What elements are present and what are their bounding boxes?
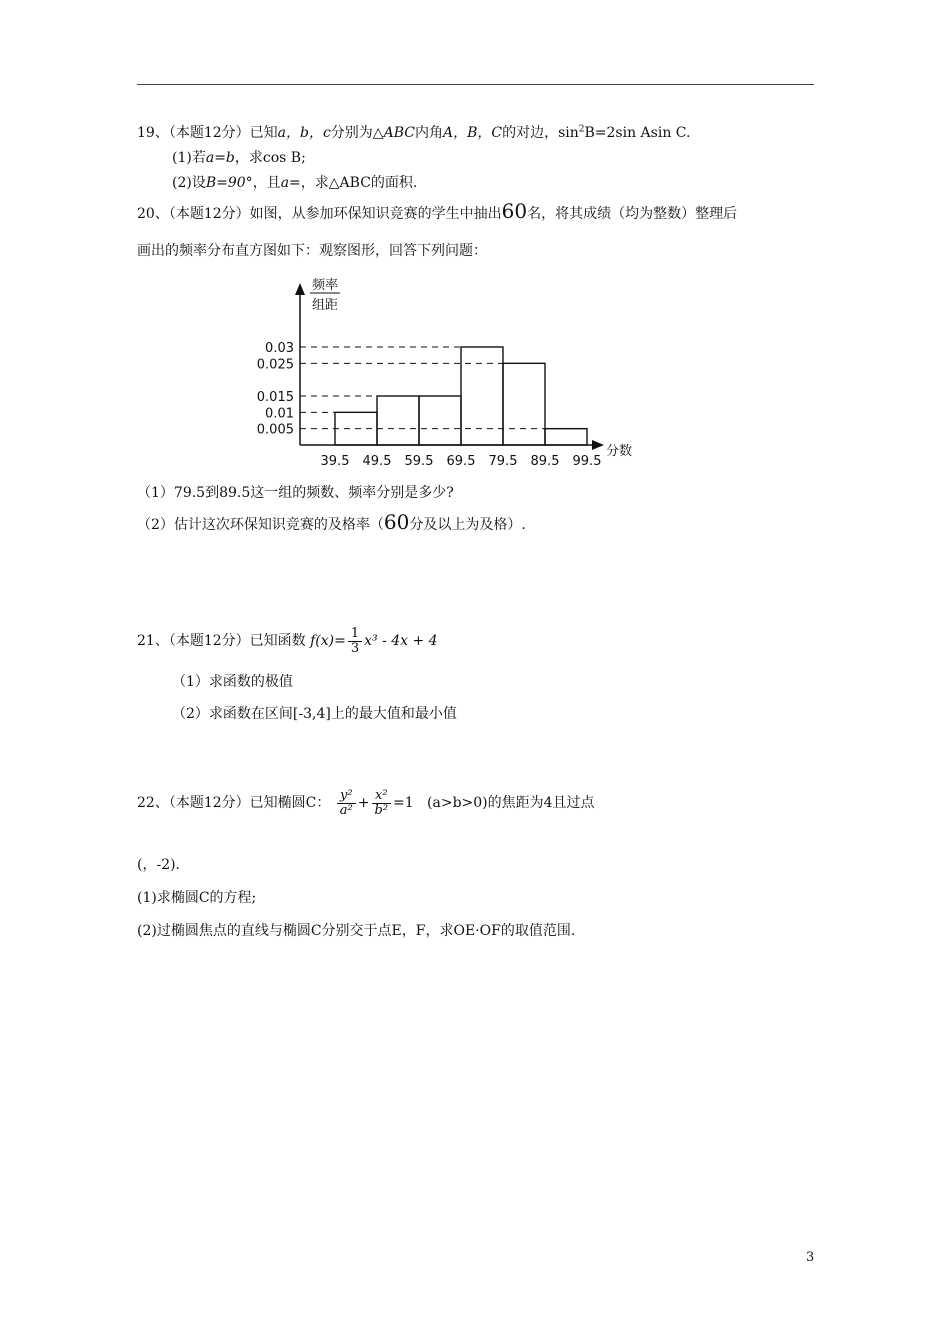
x-tick-label: 69.5 bbox=[446, 454, 476, 469]
histogram-bar bbox=[377, 396, 419, 445]
y-label-top: 频率 bbox=[312, 278, 339, 293]
histogram-bars bbox=[335, 347, 587, 445]
y-axis-arrow bbox=[295, 283, 305, 295]
histogram-bar bbox=[461, 347, 503, 445]
q22-fraction-y: $\frac{\text{y²}}{\text{a²}}$ bbox=[337, 789, 356, 818]
x-tick-label: 39.5 bbox=[320, 454, 350, 469]
q19-part1: (1)若a=b，求cos B; bbox=[172, 150, 306, 166]
q20-part1: （1）79.5到89.5这一组的频数、频率分别是多少? bbox=[137, 485, 454, 501]
q21-part1: （1）求函数的极值 bbox=[172, 674, 293, 690]
y-tick-label: 0.015 bbox=[256, 389, 294, 405]
x-tick-label: 49.5 bbox=[362, 454, 392, 469]
q20-stem-line1: 20、（本题12分）如图，从参加环保知识竞赛的学生中抽出60名，将其成绩（均为整数）整理后 bbox=[137, 199, 738, 223]
x-axis-label: 分数 bbox=[606, 444, 633, 459]
q20-part2: （2）估计这次环保知识竞赛的及格率（60分及以上为及格）. bbox=[137, 510, 526, 534]
q22-stem: 22、（本题12分）已知椭圆C： $\frac{\text{y²}}{\text{a²}}$ + $\frac{\text{x²}}{\text{b²}}$ =1 (a>b>0)的焦距为4且过点 bbox=[137, 787, 595, 818]
q22-part1: (1)求椭圆C的方程; bbox=[137, 890, 257, 906]
x-tick-label: 79.5 bbox=[488, 454, 518, 469]
q21-fraction: $\frac{1}{3}$ bbox=[348, 627, 362, 656]
x-tick-label: 59.5 bbox=[404, 454, 434, 469]
q20-stem-line2: 画出的频率分布直方图如下：观察图形，回答下列问题： bbox=[137, 243, 487, 259]
y-tick-label: 0.005 bbox=[256, 422, 294, 438]
q19-stem: 19、（本题12分）已知a，b，c分别为△ABC内角A，B，C的对边，$\sin^2B=2\sin$ Asin C. bbox=[137, 124, 691, 141]
y-tick-label: 0.01 bbox=[265, 406, 294, 422]
histogram-axes bbox=[295, 283, 604, 450]
q22-fraction-x: $\frac{\text{x²}}{\text{b²}}$ bbox=[372, 789, 392, 818]
page-number: 3 bbox=[806, 1250, 815, 1265]
x-tick-label: 89.5 bbox=[530, 454, 560, 469]
q22-part2: (2)过椭圆焦点的直线与椭圆C分别交于点E，F，求OE·OF的取值范围. bbox=[137, 923, 576, 939]
histogram-labels bbox=[257, 277, 632, 469]
x-tick-label: 99.5 bbox=[572, 454, 602, 469]
y-tick-label: 0.025 bbox=[256, 357, 294, 373]
frequency-histogram bbox=[240, 275, 660, 470]
y-tick-label: 0.03 bbox=[265, 340, 294, 356]
q21-stem: 21、（本题12分）已知函数 f(x)= $\frac{1}{3}$ x³ - 4x + 4 bbox=[137, 625, 438, 656]
y-label-bottom: 组距 bbox=[312, 298, 339, 313]
q19-part2: (2)设B=90°，且a=，求△ABC的面积. bbox=[172, 175, 418, 191]
histogram-bar bbox=[503, 363, 545, 445]
x-axis-arrow bbox=[592, 440, 604, 450]
histogram-bar bbox=[419, 396, 461, 445]
histogram-bar bbox=[545, 429, 587, 445]
q22-point: (，-2). bbox=[137, 857, 181, 873]
header-rule bbox=[137, 84, 814, 85]
q21-part2: （2）求函数在区间[-3,4]上的最大值和最小值 bbox=[172, 706, 457, 722]
